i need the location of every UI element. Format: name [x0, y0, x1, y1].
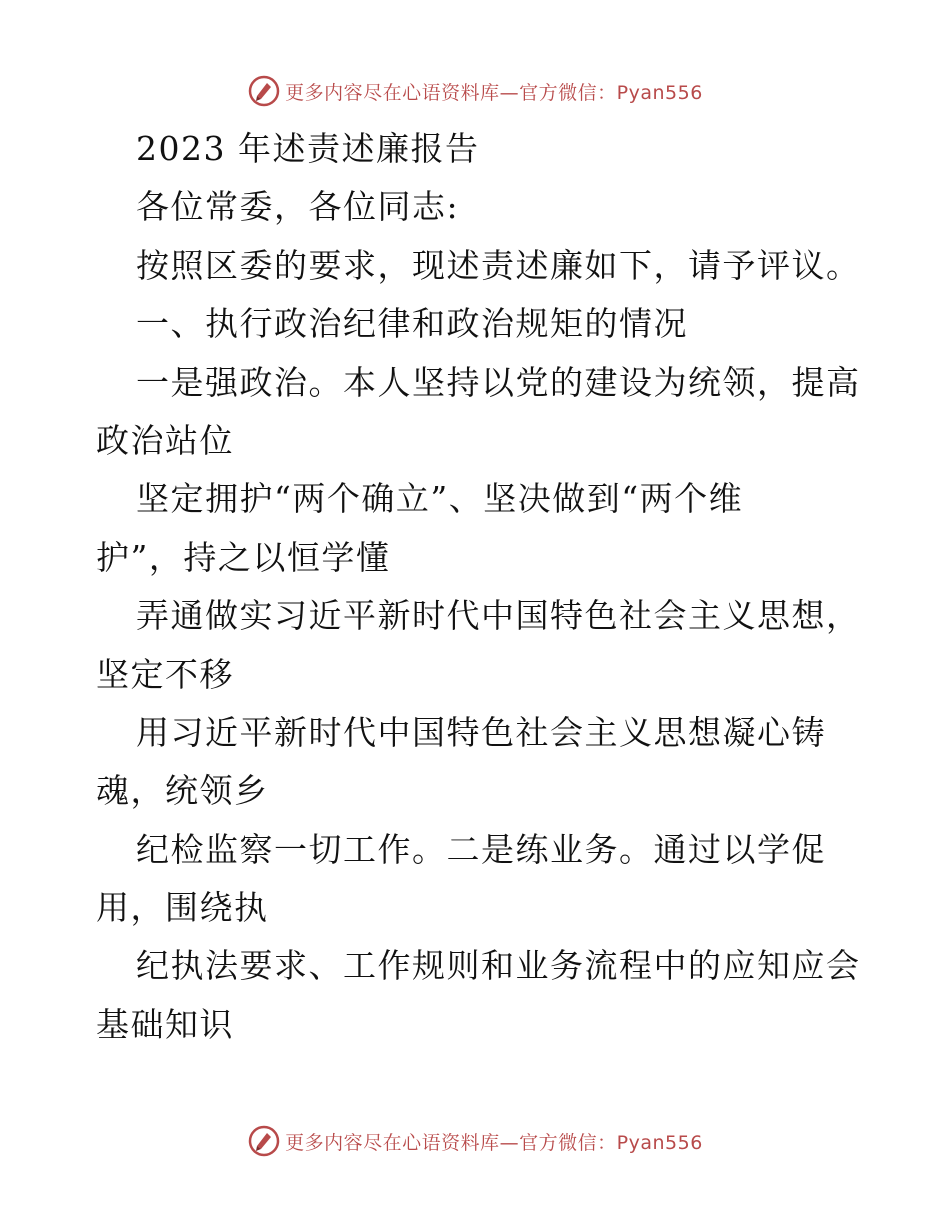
paragraph-line: 魂，统领乡 [96, 771, 269, 811]
paragraph-line: 弄通做实习近平新时代中国特色社会主义思想， [136, 596, 861, 636]
paragraph-line: 一是强政治。本人坚持以党的建设为统领，提高 [136, 362, 861, 402]
paragraph-line: 坚定不移 [96, 654, 234, 694]
paragraph-line: 用，围绕执 [96, 888, 269, 928]
document-title: 2023 年述责述廉报告 [136, 129, 480, 168]
paragraph-line: 按照区委的要求，现述责述廉如下，请予评议。 [136, 245, 861, 285]
paragraph-line: 护”，持之以恒学懂 [96, 537, 391, 577]
paragraph-line: 坚定拥护“两个确立”、坚决做到“两个维 [136, 479, 744, 519]
logo-icon [247, 74, 281, 108]
logo-icon [247, 1124, 281, 1158]
footer-watermark [0, 1121, 950, 1161]
paragraph-line: 用习近平新时代中国特色社会主义思想凝心铸 [136, 712, 826, 752]
paragraph-line: 政治站位 [96, 420, 234, 460]
paragraph-line: 基础知识 [96, 1004, 234, 1044]
section-heading: 一、执行政治纪律和政治规矩的情况 [136, 304, 688, 344]
header-watermark [0, 71, 950, 111]
paragraph-line: 纪执法要求、工作规则和业务流程中的应知应会 [136, 946, 861, 986]
document-body [96, 120, 861, 1054]
salutation: 各位常委，各位同志: [136, 187, 460, 227]
watermark-text: 更多内容尽在心语资料库—官方微信：Pyan556 [285, 81, 703, 104]
paragraph-line: 纪检监察一切工作。二是练业务。通过以学促 [136, 829, 826, 869]
watermark-text: 更多内容尽在心语资料库—官方微信：Pyan556 [285, 1131, 703, 1154]
